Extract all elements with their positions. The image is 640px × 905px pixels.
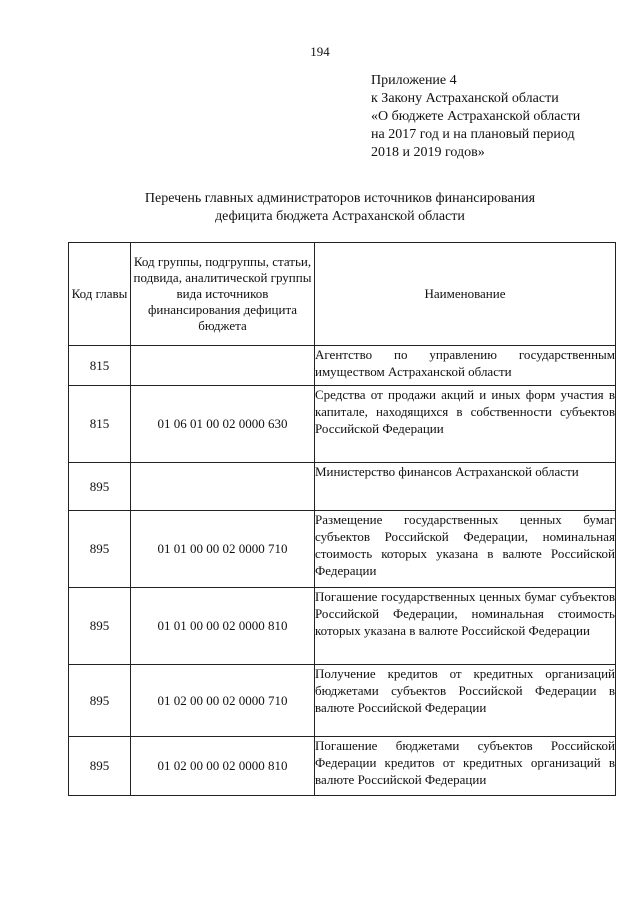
cell-code: 815 xyxy=(69,386,131,463)
cell-name: Погашение бюджетами субъектов Российской Федерации кредитов от кредитных организаций в валюте Российской Федерации xyxy=(315,737,616,796)
header-name: Наименование xyxy=(315,243,616,346)
table-row xyxy=(69,386,616,463)
cell-group: 01 01 00 00 02 0000 710 xyxy=(131,511,315,588)
header-group: Код группы, подгруппы, статьи, подвида, аналитической группы вида источников финансирования дефицита бюджета xyxy=(131,243,315,346)
table-row xyxy=(69,665,616,737)
title-line: Перечень главных администраторов источников финансирования xyxy=(144,191,536,206)
cell-code: 895 xyxy=(69,463,131,511)
table-row xyxy=(69,511,616,588)
cell-code: 895 xyxy=(69,737,131,796)
cell-group xyxy=(131,346,315,386)
header-code: Код главы xyxy=(69,243,131,346)
appendix-line: 2018 и 2019 годов» xyxy=(371,145,485,160)
cell-code: 815 xyxy=(69,346,131,386)
title-line: дефицита бюджета Астраханской области xyxy=(215,209,465,224)
cell-name: Министерство финансов Астраханской области xyxy=(315,463,616,511)
cell-group: 01 02 00 00 02 0000 710 xyxy=(131,665,315,737)
cell-name: Размещение государственных ценных бумаг субъектов Российской Федерации, номинальная стоимость которых указана в валюте Российской Федерации xyxy=(315,511,616,588)
administrators-table xyxy=(68,242,616,796)
appendix-line: Приложение 4 xyxy=(371,73,457,88)
table-row xyxy=(69,737,616,796)
appendix-line: на 2017 год и на плановый период xyxy=(371,127,575,142)
cell-code: 895 xyxy=(69,665,131,737)
cell-group: 01 02 00 00 02 0000 810 xyxy=(131,737,315,796)
cell-group: 01 01 00 00 02 0000 810 xyxy=(131,588,315,665)
cell-name: Погашение государственных ценных бумаг субъектов Российской Федерации, номинальная стоимость которых указана в валюте Российской Федерации xyxy=(315,588,616,665)
table-row xyxy=(69,463,616,511)
cell-name: Агентство по управлению государственным имуществом Астраханской области xyxy=(315,346,616,386)
cell-group xyxy=(131,463,315,511)
table-header-row xyxy=(69,243,616,346)
appendix-line: к Закону Астраханской области xyxy=(371,91,559,106)
table-row xyxy=(69,588,616,665)
appendix-line: «О бюджете Астраханской области xyxy=(371,109,581,124)
cell-code: 895 xyxy=(69,588,131,665)
page-number: 194 xyxy=(310,44,330,59)
table-row xyxy=(69,346,616,386)
cell-group: 01 06 01 00 02 0000 630 xyxy=(131,386,315,463)
cell-name: Средства от продажи акций и иных форм участия в капитале, находящихся в собственности субъектов Российской Федерации xyxy=(315,386,616,463)
appendix-note xyxy=(371,72,631,162)
cell-name: Получение кредитов от кредитных организаций бюджетами субъектов Российской Федерации в валюте Российской Федерации xyxy=(315,665,616,737)
document-title xyxy=(0,190,640,226)
cell-code: 895 xyxy=(69,511,131,588)
